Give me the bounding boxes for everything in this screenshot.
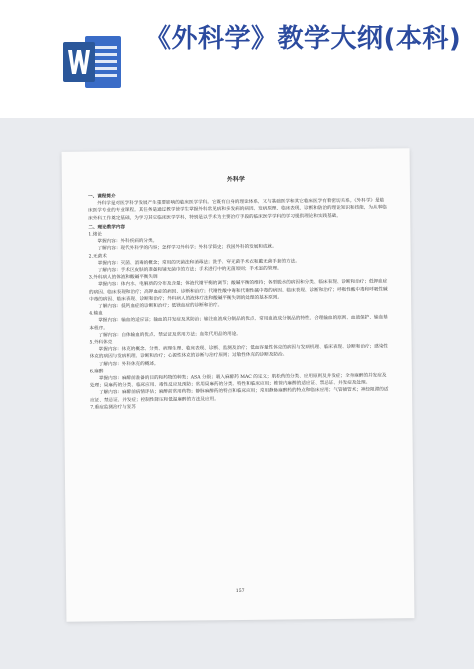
header-banner bbox=[0, 0, 474, 118]
page-number: 157 bbox=[235, 588, 245, 595]
document-paragraph: 了解内容：麻醉前病情评估；麻醉前常用药物；静脉麻醉药的特点和临床应用；常用静脉麻醉药的特点和临床应用；气管插管术；神经阻滞的适应证、禁忌证、并发症；控制性降压和低温麻醉的方法及应用。 bbox=[90, 387, 389, 404]
document-paragraph: 掌握内容：外科疾病的分类。 bbox=[97, 239, 158, 245]
section-heading: 一、课程简介 bbox=[87, 194, 116, 200]
document-paragraph: 4.输血 bbox=[89, 311, 103, 317]
document-page bbox=[62, 148, 415, 622]
document-body bbox=[88, 188, 390, 411]
document-paragraph: 2.无菌术 bbox=[88, 253, 107, 260]
document-heading: 外科学 bbox=[226, 175, 245, 184]
section-heading: 二、理论教学内容 bbox=[88, 224, 126, 231]
document-paragraph: 1.绪论 bbox=[88, 232, 103, 238]
document-paragraph: 7.重症监测治疗与复苏 bbox=[90, 404, 136, 411]
document-paragraph: 了解内容：低钙血症的诊断和治疗；低镁血症的诊断和治疗。 bbox=[98, 303, 223, 310]
document-paragraph: 了解内容：外科休克的概述。 bbox=[98, 361, 159, 368]
document-paragraph: 了解内容：自体输血的优点、禁忌证及常用方法；血浆代用品的用途。 bbox=[98, 331, 241, 339]
document-paragraph: 了解内容：手术区皮肤的准备和铺无菌巾的方法；手术进行中的无菌原则；手术室的管理。 bbox=[97, 266, 282, 274]
document-paragraph: 掌握内容：体内水、电解质的分布及含量；体液代谢平衡的调节；酸碱平衡的维持；各型脱水的病因和分类、临床表现、诊断和治疗；低钾血症的病因、临床表现和治疗；高钾血症的病因、诊断和治疗；代谢性酸中毒和代谢性碱中毒的病因、临床表现、诊断和治疗；呼吸性酸中毒和呼吸性碱中毒的病因、临床表现、诊断和治疗；外科病人的液体疗法和酸碱平衡失调的处理的基本原则。 bbox=[88, 279, 388, 303]
document-paragraph: 掌握内容：休克的概念、分类、病理生理、临床表现、诊断、监测及治疗；低血容量性休克的病因与发病机理、临床表现、诊断和治疗；感染性休克的病因与发病机理、诊断和治疗；心源性休克的诊断与治疗原则；过敏性休克的诊断及防治。 bbox=[89, 344, 389, 361]
document-paragraph: 5.外科休克 bbox=[89, 340, 113, 346]
document-paragraph: 3.外科病人的体液和酸碱平衡失调 bbox=[88, 275, 158, 281]
document-paragraph: 了解内容：现代外科学的内容；怎样学习外科学；外科学简史；我国外科的发展和成就。 bbox=[97, 245, 277, 252]
document-paragraph: 掌握内容：灭菌、消毒的概念；常用的灭菌法和消毒法；洗手、穿无菌手术衣和戴无菌手套的方法。 bbox=[97, 259, 300, 267]
page-title: 《外科学》教学大纲(本科) bbox=[145, 24, 462, 54]
document-paragraph: 6.麻醉 bbox=[89, 369, 104, 375]
word-document-icon bbox=[63, 36, 123, 88]
document-paragraph: 外科学是对医学科学发展产生重要影响的临床医学学科。它既有自身的理论体系，又与基础医学和其它临床医学有着密切关系。《外科学》是临床医学专业的专业课程。其任务是通过教学使学生掌握外科常见病和多发病的病因、发病原理、临床表现、诊断和防治的理论知识和技能，为从事临床外科工作奠定基础，为学习其它临床医学学科，特别是以手术为主要治疗手段的临床医学学科的学习提供理论和实践基础。 bbox=[88, 198, 387, 222]
document-paragraph: 掌握内容：输血的适应证；输血的并发症及其防治；输注血液成分制品的优点、常用血液成分制品的特性、合理输血的原则、血液保护、输血基本程序。 bbox=[89, 315, 388, 332]
document-paragraph: 掌握内容：麻醉前准备的目的和药物的种类；ASA 分级；吸入麻醉药 MAC 的定义；肌松药的分类、应用原则及并发症；全身麻醉的并发症及处理；局麻药的分类、临床应用、毒性反应及预防；常用局麻药的分类、特性和临床应用；椎管内麻醉的适应证、禁忌证、并发症及处理。 bbox=[89, 373, 387, 389]
